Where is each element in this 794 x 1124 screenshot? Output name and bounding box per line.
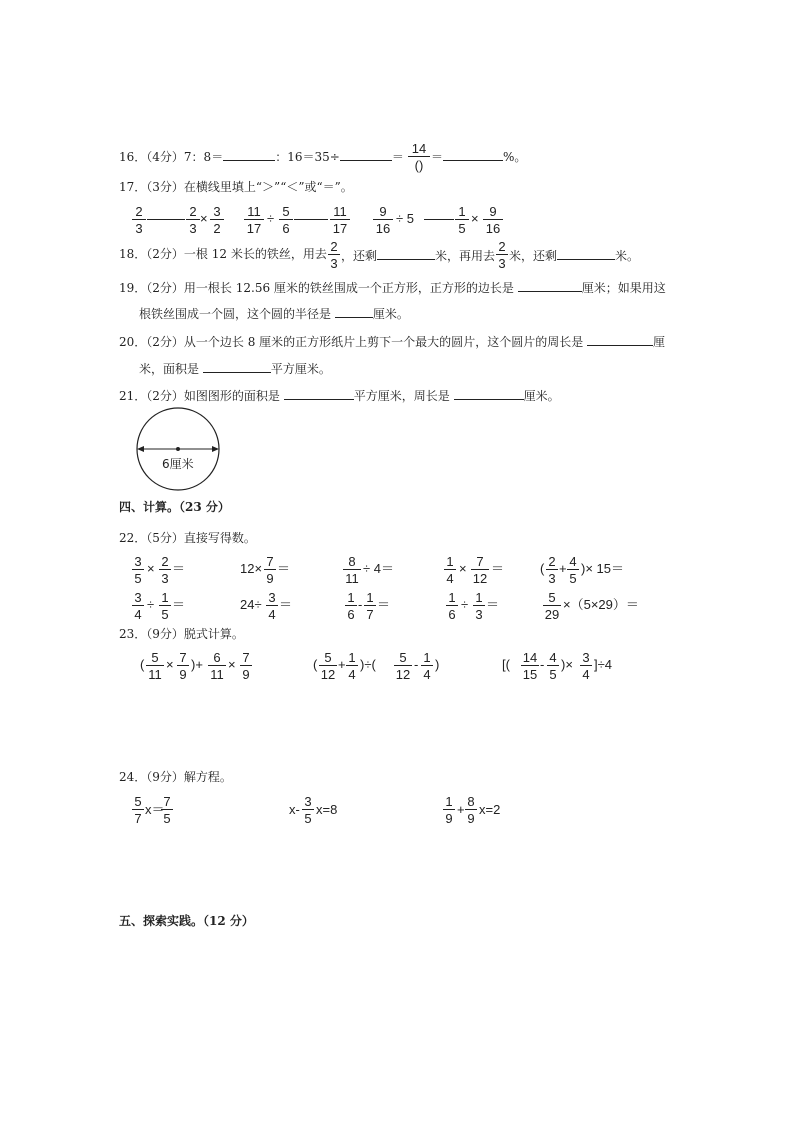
numerator: 8 — [343, 555, 361, 570]
numerator: 7 — [264, 555, 276, 570]
denominator: 16 — [375, 221, 391, 236]
times-operator: × — [147, 561, 155, 576]
q18-text: 米，还剩 — [509, 249, 558, 263]
arrow-left-icon — [137, 446, 144, 452]
q24-text: 解方程。 — [183, 770, 232, 784]
paren: ( — [540, 561, 545, 576]
denominator: 3 — [161, 571, 169, 586]
numerator: 1 — [159, 591, 171, 606]
numerator: 3 — [580, 651, 592, 666]
fraction — [319, 651, 337, 681]
q19-text: 用一根长 12.56 厘米的铁丝围成一个正方形，正方形的边长是 — [183, 281, 514, 295]
denominator: 6 — [282, 221, 290, 236]
numerator: 1 — [446, 591, 458, 606]
denominator: 6 — [448, 607, 456, 622]
fraction — [465, 795, 477, 825]
numerator: 1 — [421, 651, 433, 666]
q16-text: 7：8＝ — [183, 150, 224, 164]
numerator: 5 — [543, 591, 561, 606]
numerator: 1 — [473, 591, 485, 606]
q16-tail — [431, 149, 526, 163]
fraction — [159, 555, 171, 585]
q24-line — [119, 771, 232, 783]
plus-operator: + — [559, 561, 567, 576]
numerator: 6 — [208, 651, 226, 666]
numerator: 9 — [483, 205, 503, 220]
fraction — [446, 591, 458, 621]
expression-text: ×（5×29）＝ — [563, 597, 639, 612]
fraction — [546, 555, 558, 585]
paren: ) — [435, 657, 440, 672]
denominator: 5 — [458, 221, 466, 236]
numerator: 14 — [522, 650, 538, 665]
arrow-right-icon — [212, 446, 219, 452]
fraction — [146, 651, 164, 681]
q19-line-2 — [139, 306, 409, 320]
expression-text: )+ — [191, 657, 203, 672]
denominator: 3 — [330, 256, 338, 271]
numerator: 1 — [455, 205, 469, 220]
divide-operator: ÷ 5 — [396, 211, 414, 226]
expression-text: 24÷ — [240, 597, 262, 612]
q21-score: （2分） — [146, 389, 184, 403]
q16-text: %。 — [503, 150, 527, 164]
denominator: 5 — [304, 811, 312, 826]
q16-number: 16． — [119, 150, 147, 164]
q21-text: 如图图形的面积是 — [183, 389, 280, 403]
denominator: 4 — [423, 667, 431, 682]
q20-text: 厘 — [653, 335, 666, 349]
numerator: 5 — [279, 205, 293, 220]
equals: ＝ — [172, 561, 186, 576]
denominator: 4 — [134, 607, 142, 622]
q16-score: （4分） — [146, 150, 184, 164]
equals: ＝ — [486, 597, 500, 612]
divide-operator: ÷ — [267, 211, 275, 226]
q16-text: ＝ — [431, 150, 444, 164]
q21-line — [119, 388, 560, 402]
denominator: 4 — [348, 667, 356, 682]
numerator: 7 — [240, 651, 252, 666]
numerator: 2 — [496, 240, 508, 255]
equals: ＝ — [279, 597, 293, 612]
q18-text: 一根 12 米长的铁丝，用去 — [183, 247, 327, 261]
q20-line-2 — [139, 361, 331, 375]
denominator: 5 — [161, 607, 169, 622]
numerator: 3 — [302, 795, 314, 810]
q18-text: 米，再用去 — [435, 249, 496, 263]
q19-score: （2分） — [146, 281, 184, 295]
q21-number: 21． — [119, 389, 147, 403]
numerator: 7 — [471, 555, 489, 570]
fraction — [373, 205, 393, 235]
answer-blank[interactable] — [454, 388, 524, 400]
denominator: 4 — [582, 667, 590, 682]
fraction — [567, 555, 579, 585]
numerator: 5 — [394, 651, 412, 666]
equals: ＝ — [172, 597, 186, 612]
numerator: 7 — [177, 651, 189, 666]
denominator: 4 — [446, 571, 454, 586]
answer-blank[interactable] — [284, 388, 354, 400]
times-operator: × — [200, 211, 208, 226]
numerator: 3 — [266, 591, 278, 606]
section-4-title: 四、计算。（23 分） — [119, 500, 230, 514]
q17-text: 在横线里填上“＞”“＜”或“＝”。 — [183, 180, 353, 194]
fraction — [244, 205, 264, 235]
equals: ＝ — [491, 561, 505, 576]
denominator: 12 — [320, 667, 336, 682]
q20-line-1 — [119, 334, 665, 348]
answer-blank[interactable] — [335, 306, 373, 318]
fraction — [496, 240, 508, 270]
denominator: 3 — [135, 221, 143, 236]
numerator: 9 — [373, 205, 393, 220]
denominator: 9 — [467, 811, 475, 826]
q22-score: （5分） — [146, 531, 184, 545]
numerator: 1 — [364, 591, 376, 606]
denominator: 5 — [163, 811, 171, 826]
equation-text: x=2 — [479, 802, 501, 817]
denominator: 3 — [475, 607, 483, 622]
section-5-title: 五、探索实践。（12 分） — [119, 914, 254, 928]
q17-score: （3分） — [146, 180, 184, 194]
q16-line — [119, 149, 404, 163]
numerator: 4 — [547, 651, 559, 666]
times-operator: × — [459, 561, 467, 576]
fraction — [364, 591, 376, 621]
fraction — [443, 795, 455, 825]
fraction — [208, 651, 226, 681]
fraction — [343, 555, 361, 585]
numerator: 14 — [408, 142, 430, 157]
times-operator: × — [166, 657, 174, 672]
fraction — [302, 795, 314, 825]
denominator: 9 — [179, 667, 187, 682]
q18-line-mid — [341, 248, 495, 262]
numerator: 2 — [159, 555, 171, 570]
denominator: 2 — [213, 221, 221, 236]
numerator: 5 — [146, 651, 164, 666]
q21-text: 平方厘米，周长是 — [353, 389, 450, 403]
fraction — [521, 651, 539, 681]
numerator: 7 — [161, 795, 173, 810]
answer-blank[interactable] — [443, 149, 503, 161]
fraction — [279, 205, 293, 235]
minus-operator: - — [540, 657, 545, 672]
denominator: 4 — [268, 607, 276, 622]
fraction — [132, 555, 144, 585]
denominator: 3 — [498, 256, 506, 271]
times-operator: × — [228, 657, 236, 672]
denominator: 3 — [189, 221, 197, 236]
diameter-label: 6厘米 — [162, 457, 194, 471]
compare-blank[interactable] — [147, 218, 185, 220]
fraction — [264, 555, 276, 585]
denominator: 5 — [569, 571, 577, 586]
denominator: 11 — [148, 667, 162, 682]
fraction — [186, 205, 200, 235]
q19-text: 厘米。 — [372, 307, 409, 321]
denominator: 9 — [242, 667, 250, 682]
denominator: 29 — [544, 607, 560, 622]
denominator: 11 — [345, 571, 359, 586]
fraction — [345, 591, 357, 621]
q16-text: ：16＝35÷ — [275, 150, 340, 164]
q21-text: 厘米。 — [523, 389, 560, 403]
numerator: 2 — [186, 205, 200, 220]
denominator-blank[interactable]: () — [414, 158, 424, 173]
q23-line — [119, 628, 244, 640]
answer-blank[interactable] — [377, 248, 435, 260]
equation-text: x- — [289, 802, 300, 817]
fraction — [177, 651, 189, 681]
denominator: 6 — [347, 607, 355, 622]
q20-text: 平方厘米。 — [270, 362, 331, 376]
q20-text: 米，面积是 — [139, 362, 200, 376]
fraction — [455, 205, 469, 235]
compare-blank[interactable] — [294, 218, 328, 220]
fraction — [444, 555, 456, 585]
q20-number: 20． — [119, 335, 147, 349]
q19-line-1 — [119, 280, 666, 294]
fraction — [240, 651, 252, 681]
denominator: 3 — [548, 571, 556, 586]
fraction — [266, 591, 278, 621]
q23-score: （9分） — [146, 627, 184, 641]
equals: ＝ — [377, 597, 391, 612]
denominator: 17 — [332, 221, 348, 236]
fraction — [132, 591, 144, 621]
expression-text: ]÷4 — [594, 657, 612, 672]
equation-text: x=8 — [316, 802, 338, 817]
fraction — [421, 651, 433, 681]
q16-fraction — [408, 142, 430, 172]
fraction — [483, 205, 503, 235]
numerator: 4 — [567, 555, 579, 570]
numerator: 1 — [443, 795, 455, 810]
numerator: 1 — [346, 651, 358, 666]
plus-operator: + — [457, 802, 465, 817]
answer-blank[interactable] — [557, 248, 615, 260]
q22-text: 直接写得数。 — [183, 531, 256, 545]
numerator: 5 — [132, 795, 144, 810]
q18-text: 米。 — [615, 249, 640, 263]
q18-score: （2分） — [146, 247, 184, 261]
denominator: 15 — [522, 667, 538, 682]
divide-operator: ÷ — [147, 597, 155, 612]
fraction — [346, 651, 358, 681]
paren: ( — [140, 657, 145, 672]
denominator: 9 — [266, 571, 274, 586]
fraction — [473, 591, 485, 621]
expression-text: )× 15＝ — [581, 561, 624, 576]
fraction — [210, 205, 224, 235]
fraction — [543, 591, 561, 621]
answer-blank[interactable] — [203, 361, 271, 373]
answer-blank[interactable] — [587, 334, 653, 346]
answer-blank[interactable] — [518, 280, 582, 292]
fraction — [471, 555, 489, 585]
fraction — [161, 795, 173, 825]
q24-number: 24． — [119, 770, 147, 784]
q20-text: 从一个边长 8 厘米的正方形纸片上剪下一个最大的圆片，这个圆片的周长是 — [183, 335, 584, 349]
numerator: 2 — [132, 205, 146, 220]
numerator: 3 — [132, 591, 144, 606]
numerator: 1 — [444, 555, 456, 570]
fraction — [330, 205, 350, 235]
q18-text: ，还剩 — [341, 249, 378, 263]
numerator: 3 — [210, 205, 224, 220]
q24-score: （9分） — [146, 770, 184, 784]
circle-figure — [130, 405, 240, 495]
divide-operator: ÷ — [461, 597, 469, 612]
fraction — [132, 795, 144, 825]
denominator: 7 — [366, 607, 374, 622]
plus-operator: + — [338, 657, 346, 672]
fraction — [394, 651, 412, 681]
q19-number: 19． — [119, 281, 147, 295]
center-dot — [176, 447, 180, 451]
fraction — [547, 651, 559, 681]
times-operator: × — [471, 211, 479, 226]
q17-number: 17． — [119, 180, 147, 194]
fraction — [159, 591, 171, 621]
q23-number: 23． — [119, 627, 147, 641]
denominator: 9 — [445, 811, 453, 826]
denominator: 17 — [246, 221, 262, 236]
equation-text: x＝ — [145, 802, 165, 817]
expression-text: ÷ 4＝ — [363, 561, 394, 576]
numerator: 8 — [465, 795, 477, 810]
fraction — [580, 651, 592, 681]
q18-line — [119, 248, 327, 260]
q19-text: 根铁丝围成一个圆，这个圆的半径是 — [139, 307, 332, 321]
denominator: 12 — [472, 571, 488, 586]
denominator: 16 — [485, 221, 501, 236]
fraction — [328, 240, 340, 270]
answer-blank[interactable] — [340, 149, 392, 161]
denominator: 12 — [395, 667, 411, 682]
expression-text: )÷( — [360, 657, 376, 672]
numerator: 2 — [546, 555, 558, 570]
numerator: 3 — [132, 555, 144, 570]
answer-blank[interactable] — [223, 149, 275, 161]
q16-text: ＝ — [391, 150, 404, 164]
q23-text: 脱式计算。 — [183, 627, 244, 641]
expression-text: 12× — [240, 561, 263, 576]
denominator: 7 — [134, 811, 142, 826]
fraction — [132, 205, 146, 235]
numerator: 11 — [330, 205, 350, 220]
denominator: 5 — [134, 571, 142, 586]
q18-line-end — [509, 248, 639, 262]
q22-line — [119, 532, 256, 544]
q22-number: 22． — [119, 531, 147, 545]
bracket: [( — [502, 657, 510, 672]
denominator: 11 — [210, 667, 224, 682]
q17-line — [119, 181, 353, 193]
numerator: 1 — [345, 591, 357, 606]
numerator: 11 — [244, 205, 264, 220]
compare-blank[interactable] — [424, 218, 454, 220]
expression-text: )× — [561, 657, 573, 672]
minus-operator: - — [358, 597, 363, 612]
numerator: 2 — [328, 240, 340, 255]
denominator: 5 — [549, 667, 557, 682]
minus-operator: - — [414, 657, 419, 672]
q20-score: （2分） — [146, 335, 184, 349]
numerator: 5 — [319, 651, 337, 666]
equals: ＝ — [277, 561, 291, 576]
q19-text: 厘米；如果用这 — [581, 281, 666, 295]
paren: ( — [313, 657, 318, 672]
q18-number: 18． — [119, 247, 147, 261]
